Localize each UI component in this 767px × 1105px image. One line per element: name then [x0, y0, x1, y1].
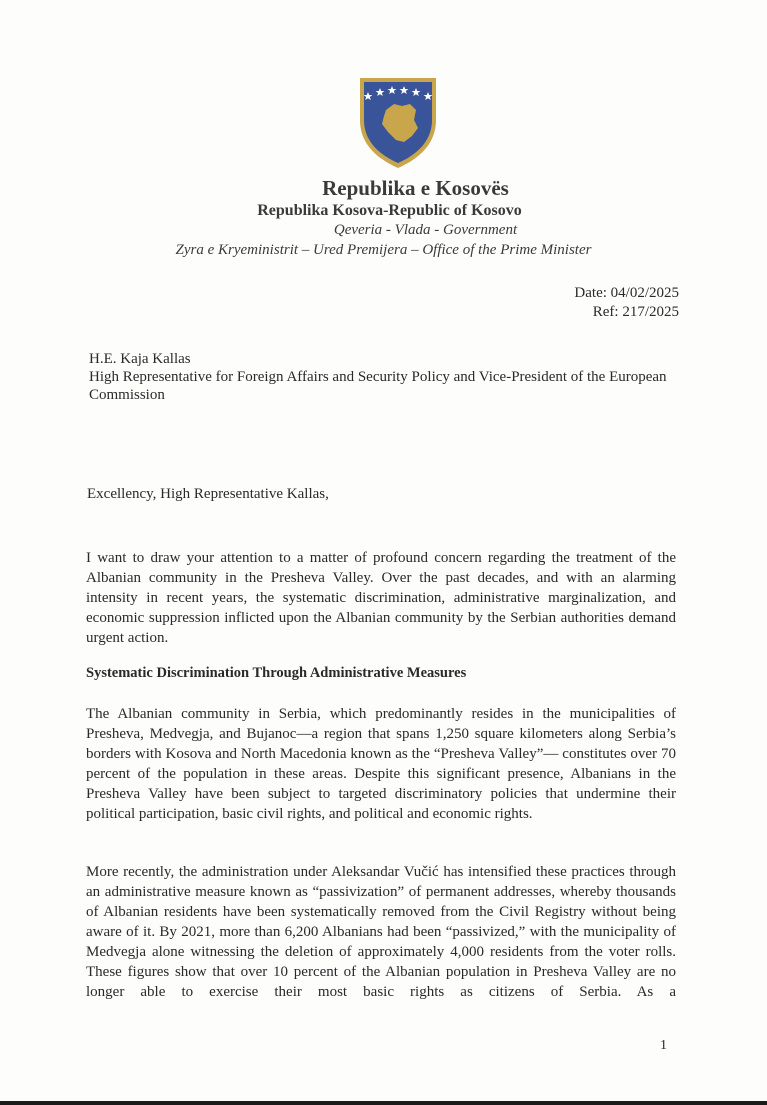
- page-number: 1: [660, 1038, 667, 1053]
- recipient-title: High Representative for Foreign Affairs and Security Policy and Vice-President of the European Commission: [89, 369, 667, 403]
- republic-title: Republika e Kosovës: [322, 176, 509, 200]
- date-ref-block: [574, 284, 679, 322]
- recipient-name: H.E. Kaja Kallas: [89, 351, 191, 367]
- coat-of-arms-icon: [356, 74, 440, 170]
- community-paragraph: The Albanian community in Serbia, which predominantly resides in the municipalities of Presheva, Medvegja, and Bujanoc—a region that spans 1,250 square kilometers along Serbia’s borders with Kosova and North Macedonia known as the “Presheva Valley”— constitutes over 70 percent of the population in these areas. Despite this significant presence, Albanians in the Presheva Valley have been subject to targeted discriminatory policies that undermine their political participation, basic civil rights, and political and economic rights.: [86, 706, 676, 822]
- republic-subtitle: Republika Kosova-Republic of Kosovo: [257, 202, 522, 219]
- letter-date: Date: 04/02/2025: [574, 285, 679, 301]
- salutation: Excellency, High Representative Kallas,: [87, 486, 329, 502]
- letter-reference: Ref: 217/2025: [592, 304, 679, 320]
- passivization-paragraph: More recently, the administration under Aleksandar Vučić has intensified these practices through an administrative measure known as “passivization” of permanent addresses, whereby thousands of Albanian residents have been systematically removed from the Civil Registry without being aware of it. By 2021, more than 6,200 Albanians had been “passivized,” with the municipality of Medvegja alone witnessing the deletion of approximately 4,000 residents from the voter rolls. These figures show that over 10 percent of the Albanian population in Presheva Valley are no longer able to exercise their most basic rights as citizens of Serbia. As a: [86, 864, 676, 1000]
- intro-paragraph: I want to draw your attention to a matter of profound concern regarding the treatment of the Albanian community in the Presheva Valley. Over the past decades, and with an alarming intensity in recent years, the systematic discrimination, administrative marginalization, and economic suppression inflicted upon the Albanian community by the Serbian authorities demand urgent action.: [86, 550, 676, 646]
- section-heading: Systematic Discrimination Through Administrative Measures: [86, 665, 467, 681]
- scan-bottom-edge: [0, 1101, 767, 1105]
- recipient-block: [89, 350, 689, 404]
- government-line: Qeveria - Vlada - Government: [333, 222, 518, 238]
- office-line: Zyra e Kryeministrit – Ured Premijera – Office of the Prime Minister: [175, 242, 592, 258]
